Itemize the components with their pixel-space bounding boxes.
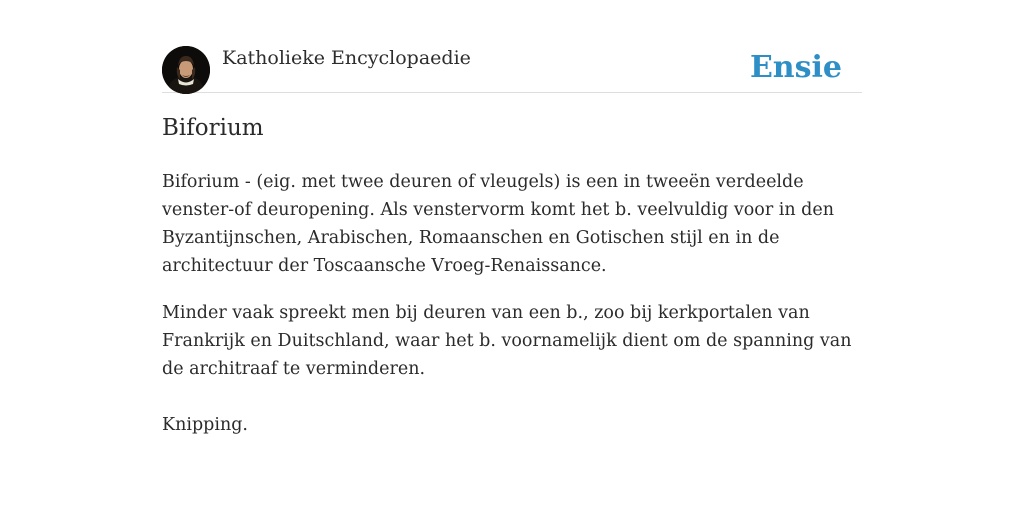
source-title[interactable]: Katholieke Encyclopaedie — [222, 47, 471, 69]
entry-paragraph: Minder vaak spreekt men bij deuren van een b., zoo bij kerkportalen van Frankrijk en Duitschland, waar het b. voornamelijk dient om de spanning van de architraaf te verminderen. — [162, 303, 852, 379]
portrait-avatar-icon[interactable] — [162, 46, 210, 94]
page-header — [162, 46, 862, 93]
entry-title: Biforium — [162, 115, 264, 141]
entry-author: Knipping. — [162, 415, 248, 435]
entry-paragraph: Biforium - (eig. met twee deuren of vleugels) is een in tweeën verdeelde venster-of deuropening. Als venstervorm komt het b. veelvuldig voor in den Byzantijnschen, Arabischen, Romaanschen en Gotischen stijl en in de architectuur der Toscaansche Vroeg-Renaissance. — [162, 172, 835, 276]
brand-logo[interactable]: Ensie — [749, 50, 842, 85]
entry-content — [162, 168, 872, 458]
